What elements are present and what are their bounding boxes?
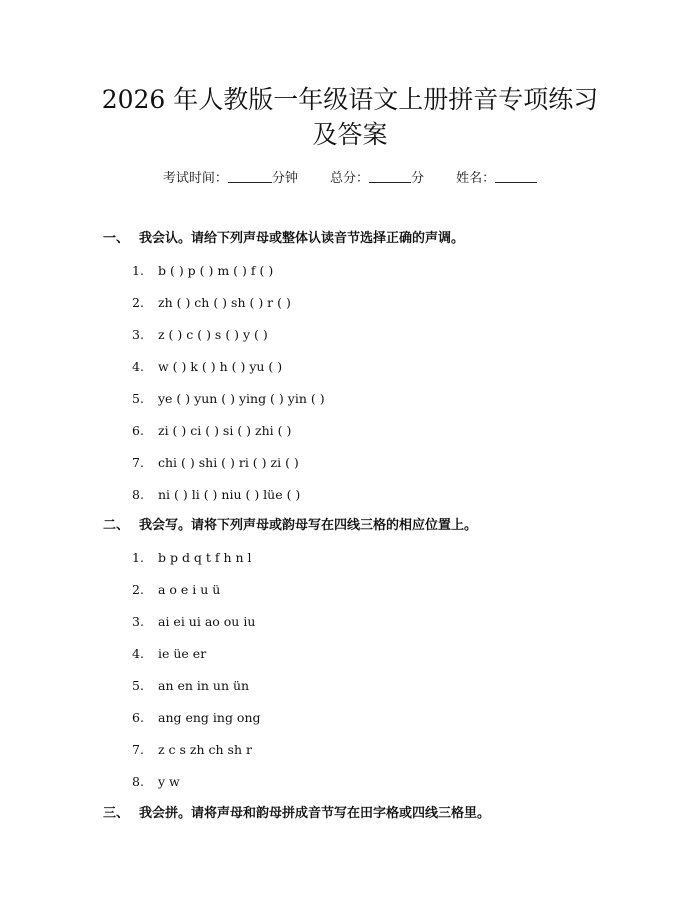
- item-number: 4.: [132, 359, 144, 374]
- exam-time-unit: 分钟: [271, 171, 298, 186]
- item-number: 2.: [132, 295, 144, 310]
- item-number: 5.: [132, 391, 144, 406]
- section-2-heading: [103, 516, 477, 536]
- item-number: 6.: [132, 423, 144, 438]
- section-instruction: 我会拼。请将声母和韵母拼成音节写在田字格或四线三格里。: [139, 806, 491, 821]
- list-item: [132, 612, 255, 632]
- list-item: [132, 708, 261, 728]
- section-number: 一、: [103, 231, 130, 246]
- item-number: 1.: [132, 263, 144, 278]
- list-item: [132, 644, 206, 664]
- total-score-blank[interactable]: [369, 168, 411, 183]
- exam-time-blank[interactable]: [228, 168, 272, 183]
- item-text: chi ( ) shi ( ) ri ( ) zi ( ): [158, 455, 299, 470]
- student-name-field: [456, 168, 537, 189]
- item-text: zh ( ) ch ( ) sh ( ) r ( ): [158, 295, 291, 310]
- item-text: ang eng ing ong: [158, 710, 261, 725]
- item-text: ai ei ui ao ou iu: [158, 614, 256, 629]
- item-number: 4.: [132, 646, 144, 661]
- item-number: 7.: [132, 742, 144, 757]
- item-number: 2.: [132, 582, 144, 597]
- page-title-line-1: 2026 年人教版一年级语文上册拼音专项练习: [101, 85, 599, 114]
- list-item: [132, 772, 180, 792]
- item-number: 3.: [132, 327, 144, 342]
- item-text: z ( ) c ( ) s ( ) y ( ): [158, 327, 268, 342]
- list-item: [132, 293, 291, 313]
- list-item: [132, 580, 220, 600]
- list-item: [132, 676, 249, 696]
- list-item: [132, 485, 300, 505]
- item-number: 8.: [132, 774, 144, 789]
- exam-time-label: 考试时间：: [162, 171, 228, 186]
- item-text: a o e i u ü: [158, 582, 221, 597]
- list-item: [132, 325, 268, 345]
- list-item: [132, 740, 252, 760]
- total-score-field: [330, 168, 424, 189]
- item-text: z c s zh ch sh r: [158, 742, 252, 757]
- exam-info-row: [0, 168, 700, 189]
- exam-time-field: [163, 168, 298, 189]
- item-text: zi ( ) ci ( ) si ( ) zhi ( ): [158, 423, 292, 438]
- student-name-label: 姓名：: [456, 171, 496, 186]
- item-text: b p d q t f h n l: [158, 550, 252, 565]
- student-name-blank[interactable]: [495, 168, 537, 183]
- item-text: an en in un ün: [158, 678, 250, 693]
- item-text: w ( ) k ( ) h ( ) yu ( ): [158, 359, 283, 374]
- page-title-line-2: 及答案: [312, 120, 388, 149]
- total-score-label: 总分：: [329, 171, 369, 186]
- list-item: [132, 389, 325, 409]
- item-text: ni ( ) li ( ) niu ( ) lüe ( ): [158, 487, 301, 502]
- section-1-heading: [103, 229, 464, 249]
- item-number: 6.: [132, 710, 144, 725]
- section-number: 二、: [103, 518, 130, 533]
- section-3-heading: [103, 804, 490, 824]
- item-text: ie üe er: [158, 646, 207, 661]
- item-number: 1.: [132, 550, 144, 565]
- list-item: [132, 453, 299, 473]
- item-number: 7.: [132, 455, 144, 470]
- total-score-unit: 分: [411, 171, 425, 186]
- item-text: b ( ) p ( ) m ( ) f ( ): [158, 263, 274, 278]
- item-number: 5.: [132, 678, 144, 693]
- item-number: 8.: [132, 487, 144, 502]
- list-item: [132, 548, 252, 568]
- section-number: 三、: [103, 806, 130, 821]
- section-instruction: 我会认。请给下列声母或整体认读音节选择正确的声调。: [139, 231, 465, 246]
- section-instruction: 我会写。请将下列声母或韵母写在四线三格的相应位置上。: [139, 518, 478, 533]
- list-item: [132, 357, 282, 377]
- item-text: ye ( ) yun ( ) ying ( ) yin ( ): [158, 391, 325, 406]
- item-text: y w: [158, 774, 180, 789]
- item-number: 3.: [132, 614, 144, 629]
- list-item: [132, 421, 291, 441]
- list-item: [132, 261, 273, 281]
